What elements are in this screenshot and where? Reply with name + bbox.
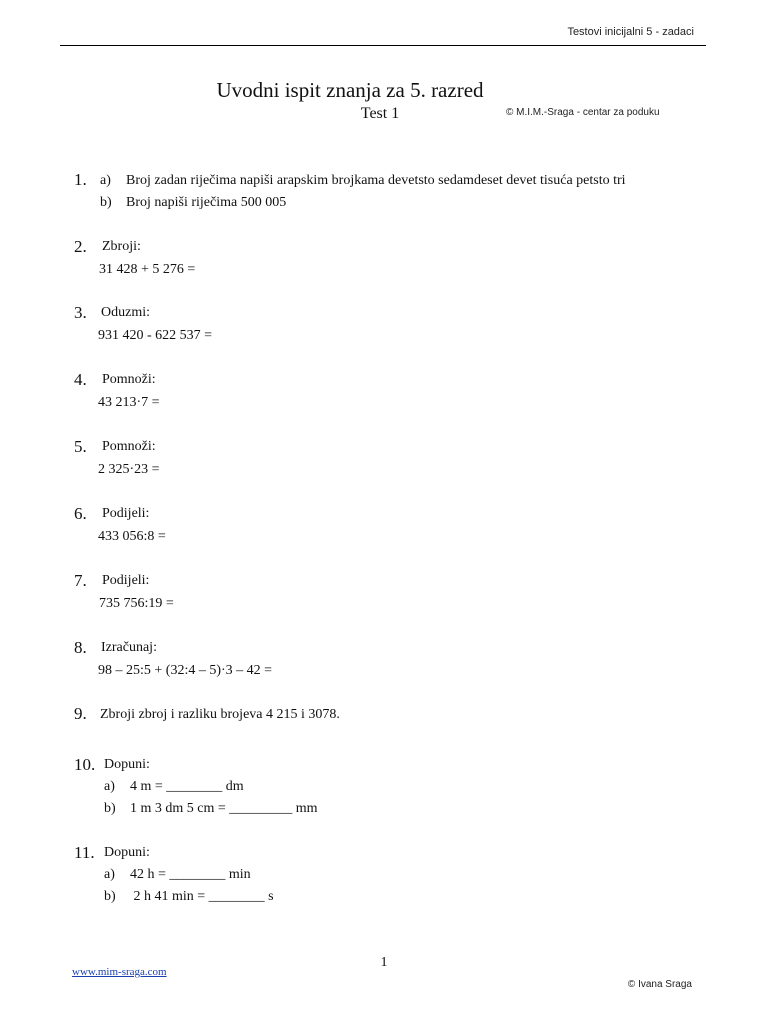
task-expression: 98 – 25:5 + (32:4 – 5)·3 – 42 =	[98, 663, 273, 678]
sub-letter: a)	[100, 173, 111, 188]
task-label: Zbroji zbroj i razliku brojeva 4 215 i 3078.	[100, 707, 340, 722]
task-number: 3.	[74, 303, 87, 322]
sub-text: Broj napiši riječima 500 005	[126, 195, 287, 210]
task-number: 6.	[74, 504, 87, 523]
task-number: 10.	[74, 755, 96, 774]
sub-letter: a)	[104, 867, 115, 882]
task-label: Oduzmi:	[101, 305, 150, 320]
task-expression: 931 420 - 622 537 =	[98, 328, 213, 343]
sub-letter: a)	[104, 779, 115, 794]
website-link[interactable]: www.mim-sraga.com	[72, 966, 167, 978]
task-number: 2.	[74, 237, 87, 256]
task-number: 9.	[74, 704, 87, 723]
task-expression: 31 428 + 5 276 =	[99, 262, 196, 277]
task-11b	[104, 889, 274, 905]
task-label: Zbroji:	[102, 239, 141, 254]
task-11a	[104, 867, 251, 883]
task-label: Dopuni:	[104, 845, 150, 860]
task-10a	[104, 779, 244, 795]
task-number: 5.	[74, 437, 87, 456]
task-label: Izračunaj:	[101, 640, 157, 655]
task-label: Podijeli:	[102, 506, 150, 521]
copyright-note: © M.I.M.-Sraga - centar za poduku	[506, 107, 660, 118]
sub-text: 42 h = ________ min	[130, 867, 251, 882]
task-number: 11.	[74, 843, 95, 862]
task-10b	[104, 801, 318, 817]
task-expression: 433 056:8 =	[98, 529, 166, 544]
task-expression: 2 325·23 =	[98, 462, 160, 477]
header-title: Testovi inicijalni 5 - zadaci	[567, 26, 694, 38]
sub-text: 1 m 3 dm 5 cm = _________ mm	[130, 801, 318, 816]
task-number: 7.	[74, 571, 87, 590]
header-rule	[60, 45, 706, 46]
task-1a	[100, 173, 626, 189]
task-label: Pomnoži:	[102, 439, 156, 454]
task-label: Podijeli:	[102, 573, 150, 588]
sub-letter: b)	[100, 195, 112, 210]
task-expression: 43 213·7 =	[98, 395, 160, 410]
sub-letter: b)	[104, 889, 116, 904]
task-expression: 735 756:19 =	[99, 596, 174, 611]
task-number: 4.	[74, 370, 87, 389]
sub-letter: b)	[104, 801, 116, 816]
document-title: Uvodni ispit znanja za 5. razred	[216, 78, 484, 102]
sub-text: 2 h 41 min = ________ s	[130, 889, 274, 904]
task-label: Dopuni:	[104, 757, 150, 772]
task-1b	[100, 195, 286, 211]
task-number: 1.	[74, 170, 87, 189]
document-subtitle: Test 1	[360, 105, 400, 122]
page-number: 1	[380, 955, 388, 970]
task-number: 8.	[74, 638, 87, 657]
sub-text: 4 m = ________ dm	[130, 779, 244, 794]
task-label: Pomnoži:	[102, 372, 156, 387]
footer-copyright: © Ivana Sraga	[627, 979, 692, 990]
sub-text: Broj zadan riječima napiši arapskim brojkama devetsto sedamdeset devet tisuća petsto tri	[126, 173, 626, 188]
